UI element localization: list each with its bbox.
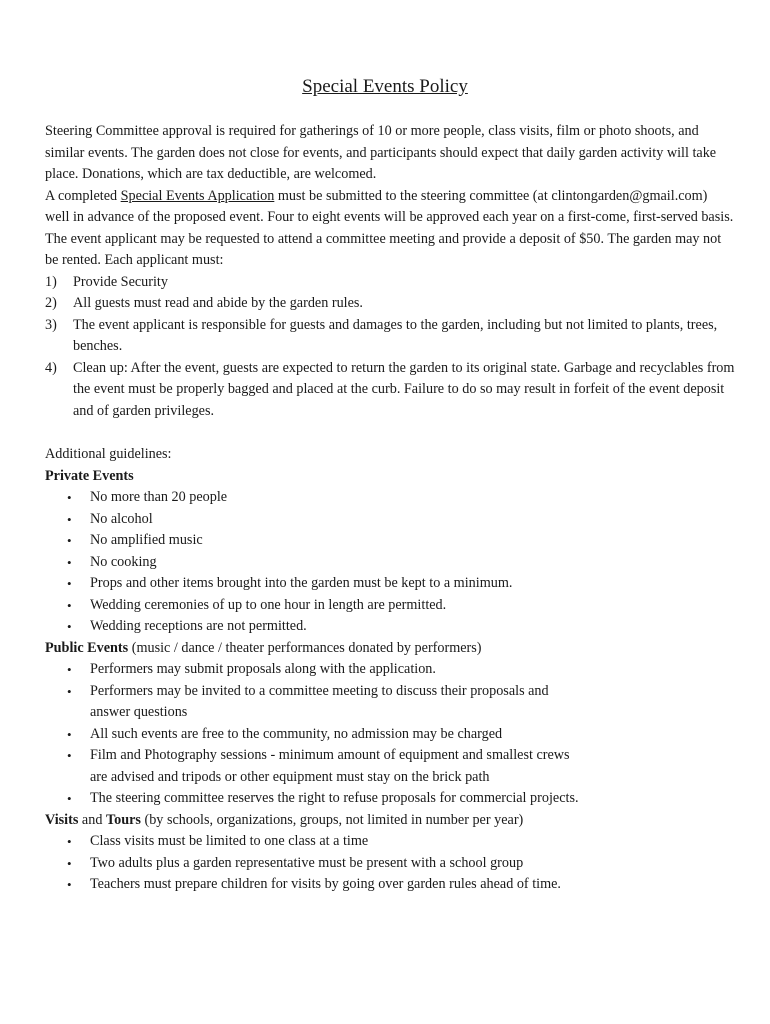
bullet-icon: • [67,597,72,613]
list-item [45,831,735,853]
private-events-heading [45,466,735,488]
list-item-text: Props and other items brought into the garden must be kept to a minimum. [90,575,513,591]
bullet-icon: • [67,877,72,892]
list-item-text: All guests must read and abide by the garden rules. [73,295,363,311]
list-item [45,487,735,509]
list-item [45,788,735,810]
visits-tours-list [45,831,735,896]
list-number: 4) [45,359,57,376]
list-item-text: All such events are free to the community, no admission may be charged [90,725,503,742]
list-item [45,573,735,595]
list-item-text: No amplified music [90,532,203,548]
public-events-subtitle: (music / dance / theater performances donated by performers) [128,639,482,656]
bullet-icon: • [67,619,72,634]
bullet-icon: • [67,683,72,699]
list-item-text: Film and Photography sessions - minimum amount of equipment and smallest crews are advised and tripods or other equipment must stay on the brick path [90,747,570,785]
list-item [45,616,735,638]
list-item [45,853,735,875]
list-item-text: Wedding receptions are not permitted. [90,618,307,634]
list-item [45,874,735,896]
list-item [45,745,735,788]
list-item [45,509,735,531]
bullet-icon: • [67,791,72,806]
list-item [45,315,735,358]
list-number: 3) [45,316,57,333]
visits-tours-subtitle: (by schools, organizations, groups, not limited in number per year) [140,811,524,828]
private-events-title: Private Events [45,467,134,484]
list-item-text: The event applicant is responsible for guests and damages to the garden, including but not limited to plants, trees, benches. [73,316,718,354]
public-events-list [45,659,735,810]
section-spacer [45,422,735,444]
list-item-text: Teachers must prepare children for visits by going over garden rules ahead of time. [90,876,561,892]
list-item [45,659,735,681]
bullet-icon: • [67,533,72,548]
bullet-icon: • [67,662,72,677]
private-events-list [45,487,735,638]
public-events-title: Public Events [45,639,129,656]
list-item [45,595,735,617]
list-item [45,358,735,423]
visits-title: Visits [45,811,79,828]
intro-paragraph-2 [45,186,735,272]
list-item-text: Provide Security [73,273,168,290]
bullet-icon: • [67,748,72,763]
list-item-text: The steering committee reserves the right to refuse proposals for commercial projects. [90,790,579,806]
list-item-text: No more than 20 people [90,489,228,505]
intro-p2-before: A completed [45,187,121,204]
list-item-text: No alcohol [90,510,153,527]
bullet-icon: • [67,855,72,871]
list-item-text: Wedding ceremonies of up to one hour in length are permitted. [90,596,447,613]
intro-p2-after: must be submitted to the steering committee (at clintongarden@gmail.com) well in advance of the proposed event. Four to eight events will be approved each year on a first-come, first-served basis. The event applicant may be requested to attend a committee meeting and provide a deposit of $50. The garden may not be rented. Each applicant must: [45,187,734,268]
tours-title: Tours [105,811,141,828]
list-number: 1) [45,273,57,290]
list-item [45,681,735,724]
list-item-text: Clean up: After the event, guests are expected to return the garden to its original state. Garbage and recyclables from the event must be properly bagged and placed at the curb. Failure to do so may result in forfeit of the event deposit and of garden privileges. [73,359,735,419]
bullet-icon: • [67,834,72,849]
bullet-icon: • [67,726,72,742]
page-title: Special Events Policy [302,76,468,97]
bullet-icon: • [67,554,72,570]
bullet-icon: • [67,490,72,505]
policy-body [45,121,735,896]
special-events-application-link[interactable]: Special Events Application [120,187,275,204]
list-item [45,724,735,746]
intro-paragraph-1: Steering Committee approval is required for gatherings of 10 or more people, class visits, film or photo shoots, and similar events. The garden does not close for events, and participants should expect that daily garden activity will take place. Donations, which are tax deductible, are welcomed. [45,123,717,182]
list-item [45,293,735,315]
list-number: 2) [45,295,57,311]
visits-and: and [78,811,106,828]
visits-tours-heading [45,810,735,832]
bullet-icon: • [67,576,72,591]
list-item-text: No cooking [90,553,157,570]
list-item-text: Performers may submit proposals along with the application. [90,661,436,677]
public-events-heading [45,638,735,660]
requirements-list [45,272,735,423]
list-item-text: Class visits must be limited to one class at a time [90,833,369,849]
list-item [45,272,735,294]
bullet-icon: • [67,511,72,527]
list-item [45,530,735,552]
list-item-text: Performers may be invited to a committee meeting to discuss their proposals and answer questions [90,682,549,720]
list-item-text: Two adults plus a garden representative must be present with a school group [90,854,524,871]
list-item [45,552,735,574]
additional-guidelines-heading: Additional guidelines: [45,446,172,462]
